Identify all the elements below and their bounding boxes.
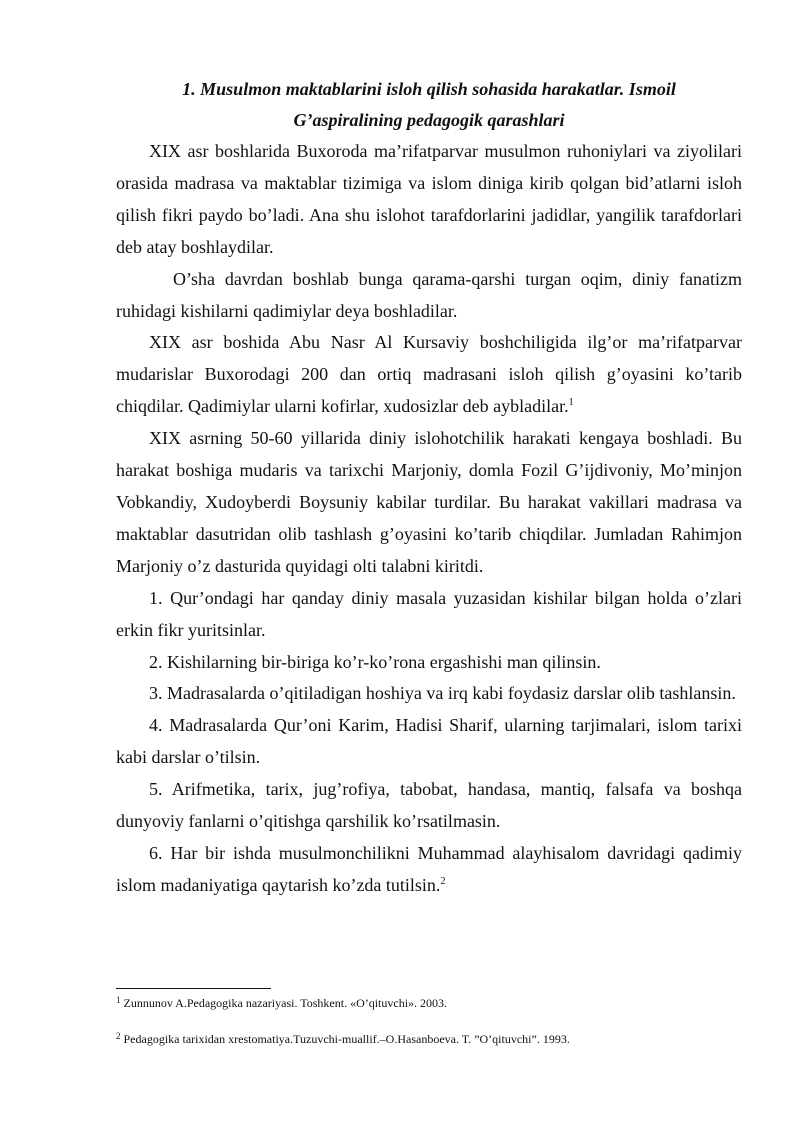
list-item-demand-1: 1. Qur’ondagi har qanday diniy masala yuzasidan kishilar bilgan holda o’zlari erkin fikr yuritsinlar. [116, 587, 742, 640]
footnote-text-1: Zunnunov A.Pedagogika nazariyasi. Toshkent. «O’qituvchi». 2003. [120, 996, 448, 1010]
paragraph-islohotchilik: XIX asrning 50-60 yillarida diniy islohotchilik harakati kengaya boshladi. Bu harakat boshiga mudaris va tarixchi Marjoniy, domla Fozil G’ijdivoniy, Mo’minjon Vobkandiy, Xudoyberdi Boysuniy kabilar turdilar. Bu harakat vakillari madrasa va maktablar dasutridan olib tashlash g’oyasini ko’tarib chiqdilar. Jumladan Rahimjon Marjoniy o’z dasturida quyidagi olti talabni kiritdi. [116, 428, 742, 576]
footnote-text-2: Pedagogika tarixidan xrestomatiya.Tuzuvchi-muallif.–O.Hasanboeva. T. ”O’qituvchi”. 1993. [120, 1032, 570, 1046]
footnote-ref-1[interactable]: 1 [568, 397, 574, 409]
section-title-line-2: G’aspiralining pedagogik qarashlari [293, 110, 565, 130]
document-page [116, 74, 742, 902]
paragraph-qadimiylar: O’sha davrdan boshlab bunga qarama-qarshi turgan oqim, diniy fanatizm ruhidagi kishilarni qadimiylar deya boshladilar. [116, 268, 742, 321]
list-item-demand-6: 6. Har bir ishda musulmonchilikni Muhammad alayhisalom davridagi qadimiy islom madaniyatiga qaytarish ko’zda tutilsin.$^2$ [116, 842, 742, 895]
footnote-mark-1: 1 [116, 995, 121, 1005]
list-item-demand-4: 4. Madrasalarda Qur’oni Karim, Hadisi Sharif, ularning tarjimalari, islom tarixi kabi darslar o’tilsin. [116, 715, 742, 768]
footnote-separator [116, 988, 271, 989]
footnote-mark-2: 2 [116, 1031, 121, 1041]
footnote-ref-2[interactable]: 2 [440, 875, 446, 887]
footnote-1 [116, 995, 742, 1011]
paragraph-kursaviy: XIX asr boshida Abu Nasr Al Kursaviy boshchiligida ilg’or ma’rifatparvar mudarislar Buxorodagi 200 dan ortiq madrasani isloh qilish g’oyasini ko’tarib chiqdilar. Qadimiylar ularni kofirlar, xudosizlar deb aybladilar.$^1$ [116, 332, 742, 417]
footnote-2 [116, 1031, 742, 1047]
list-item-demand-3: 3. Madrasalarda o’qitiladigan hoshiya va irq kabi foydasiz darslar olib tashlansin. [149, 683, 736, 704]
section-title [116, 74, 742, 136]
list-item-demand-5: 5. Arifmetika, tarix, jug’rofiya, tabobat, handasa, mantiq, falsafa va boshqa dunyoviy fanlarni o’qitishga qarshilik ko’rsatilmasin. [116, 779, 742, 832]
footnotes [116, 988, 742, 1047]
paragraph-intro: XIX asr boshlarida Buxoroda ma’rifatparvar musulmon ruhoniylari va ziyolilari orasida madrasa va maktablar tizimiga va islom diniga kirib qolgan bid’atlarni isloh qilish fikri paydo bo’ladi. Ana shu islohot tarafdorlarini jadidlar, yangilik tarafdorlari deb atay boshlaydilar. [116, 141, 742, 257]
section-title-line-1: 1. Musulmon maktablarini isloh qilish sohasida harakatlar. Ismoil [182, 79, 676, 99]
list-item-demand-2: 2. Kishilarning bir-biriga ko’r-ko’rona ergashishi man qilinsin. [149, 651, 601, 672]
